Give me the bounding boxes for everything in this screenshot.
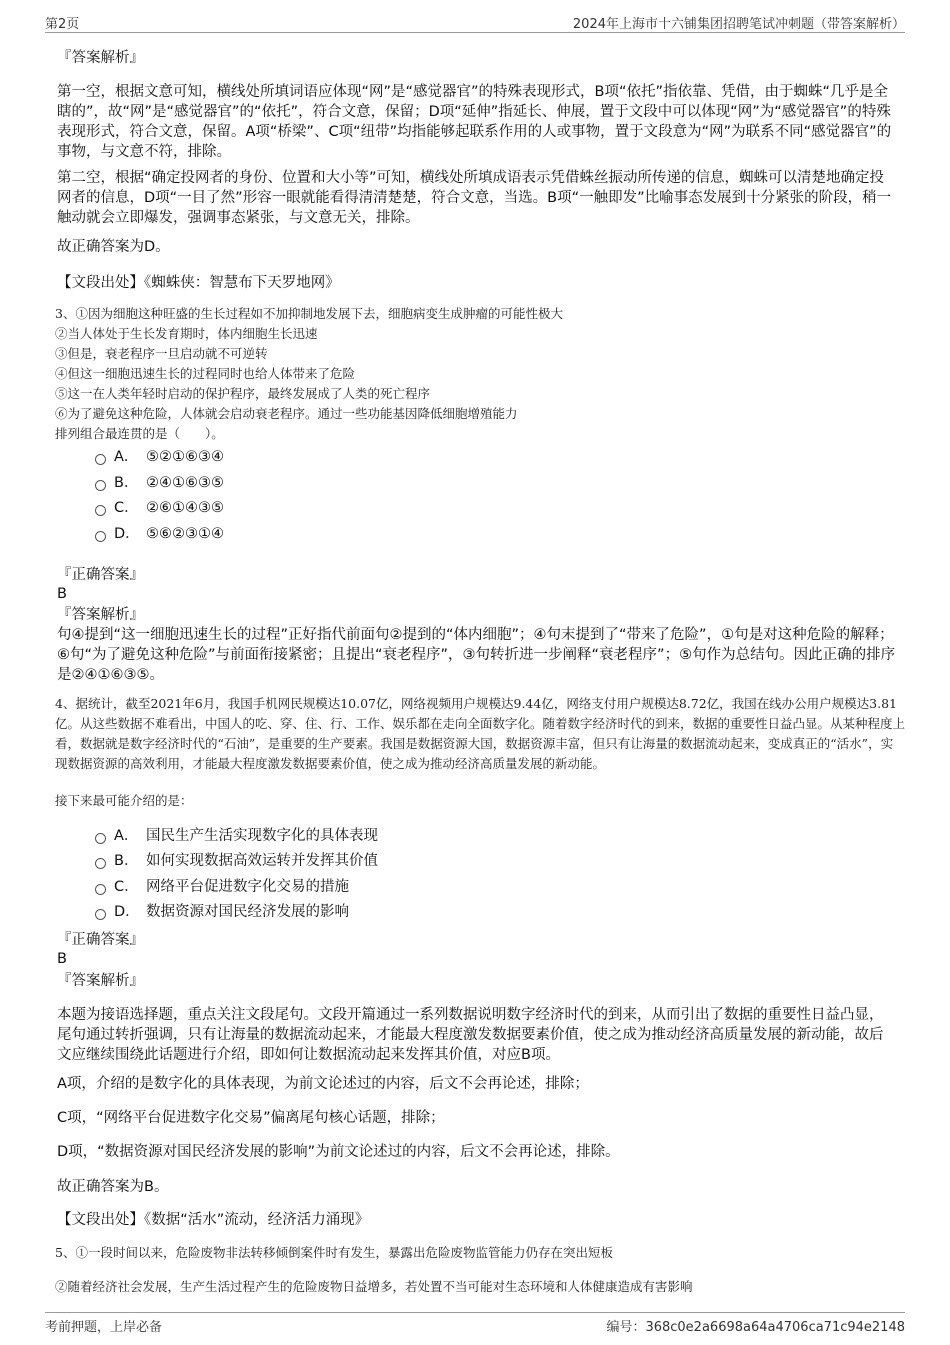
q4-analysis-para1: 本题为接语选择题，重点关注文段尾句。文段开篇通过一系列数据说明数字经济时代的到来，从而引出了数据的重要性日益凸显，尾句通过转折强调，只有让海量的数据流动起来，才能最大程度激发数据要素价值，使之成为推动经济高质量发展的新动能，故后文应继续围绕此话题进行介绍，即如何让数据流动起来发挥其价值，对应B项。 [57, 1007, 884, 1063]
option-letter: B． [114, 853, 139, 869]
q3-line-1: 3、①因为细胞这种旺盛的生长过程如不加抑制地发展下去，细胞病变生成肿瘤的可能性极大 [55, 306, 563, 321]
option-text: 数据资源对国民经济发展的影响 [146, 904, 349, 920]
q4-answer-label: 『正确答案』 [57, 932, 144, 948]
option-text: ②⑥①④③⑤ [146, 500, 224, 516]
q3-option-c[interactable] [95, 497, 224, 519]
q3-line-5: ⑤这一在人类年轻时启动的保护程序，最终发展成了人类的死亡程序 [55, 386, 431, 401]
q4-option-c[interactable] [95, 876, 349, 898]
q3-option-d[interactable] [95, 523, 224, 545]
option-text: ⑤②①⑥③④ [146, 449, 224, 465]
q3-answer: B [57, 586, 67, 602]
q4-analysis-para3: C项，“网络平台促进数字化交易”偏离尾句核心话题，排除； [57, 1110, 445, 1126]
q3-option-a[interactable] [95, 446, 224, 468]
q4-prompt: 接下来最可能介绍的是： [55, 793, 193, 808]
page-header [45, 10, 905, 33]
option-letter: A． [114, 828, 139, 844]
radio-icon[interactable] [95, 454, 106, 465]
q2-analysis-para2: 第二空，根据“确定投网者的身份、位置和大小等”可知，横线处所填成语表示凭借蛛丝振动所传递的信息，蜘蛛可以清楚地确定投网者的信息，D项“一目了然”形容一眼就能看得清清楚楚，符合文意，当选。B项“一触即发”比喻事态发展到十分紧张的阶段，稍一触动就会立即爆发，强调事态紧张，与文意无关，排除。 [57, 170, 892, 226]
q4-analysis-label: 『答案解析』 [57, 973, 144, 989]
q3-analysis-label: 『答案解析』 [57, 607, 144, 623]
radio-icon[interactable] [95, 531, 106, 542]
q4-source: 【文段出处】《数据“活水”流动，经济活力涌现》 [57, 1212, 370, 1228]
footer-slogan: 考前押题，上岸必备 [45, 1320, 163, 1335]
q3-analysis: 句④提到“这一细胞迅速生长的过程”正好指代前面句②提到的“体内细胞”；④句末提到了“带来了危险”，①句是对这种危险的解释；⑥句“为了避免这种危险”与前面衔接紧密；且提出“衰老程序”，③句转折进一步阐释“衰老程序”；⑤句作为总结句。因此正确的排序是②④①⑥③⑤。 [57, 627, 896, 683]
q3-prompt: 排列组合最连贯的是（ ）。 [55, 426, 224, 441]
q4-analysis-para4: D项，“数据资源对国民经济发展的影响”为前文论述过的内容，后文不会再论述，排除。 [57, 1144, 620, 1160]
option-text: 国民生产生活实现数字化的具体表现 [146, 828, 378, 844]
q2-conclusion: 故正确答案为D。 [57, 239, 170, 255]
q5-line-2: ②随着经济社会发展，生产生活过程产生的危险废物日益增多，若处置不当可能对生态环境和人体健康造成有害影响 [55, 1279, 693, 1294]
option-letter: D． [114, 904, 140, 920]
document-id: 编号：368c0e2a6698a64a4706ca71c94e2148 [606, 1320, 905, 1335]
q3-line-4: ④但这一细胞迅速生长的过程同时也给人体带来了危险 [55, 366, 356, 381]
radio-icon[interactable] [95, 480, 106, 491]
q4-option-a[interactable] [95, 825, 378, 847]
option-letter: C． [114, 879, 139, 895]
radio-icon[interactable] [95, 884, 106, 895]
q4-option-b[interactable] [95, 850, 378, 872]
radio-icon[interactable] [95, 909, 106, 920]
page-number: 第2页 [45, 17, 80, 32]
q2-source: 【文段出处】《蜘蛛侠：智慧布下天罗地网》 [57, 275, 340, 291]
radio-icon[interactable] [95, 833, 106, 844]
document-title: 2024年上海市十六铺集团招聘笔试冲刺题（带答案解析） [572, 17, 905, 32]
q3-option-b[interactable] [95, 472, 224, 494]
option-text: 网络平台促进数字化交易的措施 [146, 879, 349, 895]
option-text: 如何实现数据高效运转并发挥其价值 [146, 853, 378, 869]
radio-icon[interactable] [95, 858, 106, 869]
option-text: ②④①⑥③⑤ [146, 475, 224, 491]
q4-answer: B [57, 951, 67, 967]
page-footer [45, 1312, 905, 1333]
q4-analysis-para2: A项，介绍的是数字化的具体表现，为前文论述过的内容，后文不会再论述，排除； [57, 1076, 589, 1092]
q3-line-6: ⑥为了避免这种危险，人体就会启动衰老程序。通过一些功能基因降低细胞增殖能力 [55, 406, 518, 421]
q4-passage: 4、据统计，截至2021年6月，我国手机网民规模达10.07亿，网络视频用户规模达9.44亿，网络支付用户规模达8.72亿，我国在线办公用户规模达3.81亿。从这些数据不难看出，中国人的吃、穿、住、行、工作、娱乐都在走向全面数字化。随着数字经济时代的到来，数据的重要性日益凸显。从某种程度上看，数据就是数字经济时代的“石油”，是重要的生产要素。我国是数据资源大国，数据资源丰富，但只有让海量的数据流动起来，变成真正的“活水”，实现数据资源的高效利用，才能最大程度激发数据要素价值，使之成为推动经济高质量发展的新动能。 [55, 696, 906, 771]
radio-icon[interactable] [95, 505, 106, 516]
option-letter: C． [114, 500, 139, 516]
q4-option-d[interactable] [95, 901, 349, 923]
q4-conclusion: 故正确答案为B。 [57, 1179, 169, 1195]
q5-line-1: 5、①一段时间以来，危险废物非法转移倾倒案件时有发生，暴露出危险废物监管能力仍存在突出短板 [55, 1245, 613, 1260]
q2-analysis-para1: 第一空，根据文意可知，横线处所填词语应体现“网”是“感觉器官”的特殊表现形式，B项“依托”指依靠、凭借，由于蜘蛛“几乎是全瞎的”，故“网”是“感觉器官”的“依托”，符合文意，保留；D项“延伸”指延长、伸展，置于文段中可以体现“网”为“感觉器官”的特殊表现形式，符合文意，保留。A项“桥梁”、C项“纽带”均指能够起联系作用的人或事物，置于文段意为“网”为联系不同“感觉器官”的事物，与文意不符，排除。 [57, 84, 892, 160]
q2-analysis-label: 『答案解析』 [57, 50, 144, 66]
option-text: ⑤⑥②③①④ [146, 526, 224, 542]
q3-answer-label: 『正确答案』 [57, 567, 144, 583]
option-letter: A． [114, 449, 139, 465]
option-letter: D． [114, 526, 140, 542]
option-letter: B． [114, 475, 139, 491]
q3-line-2: ②当人体处于生长发育期时，体内细胞生长迅速 [55, 326, 318, 341]
q3-line-3: ③但是，衰老程序一旦启动就不可逆转 [55, 346, 268, 361]
